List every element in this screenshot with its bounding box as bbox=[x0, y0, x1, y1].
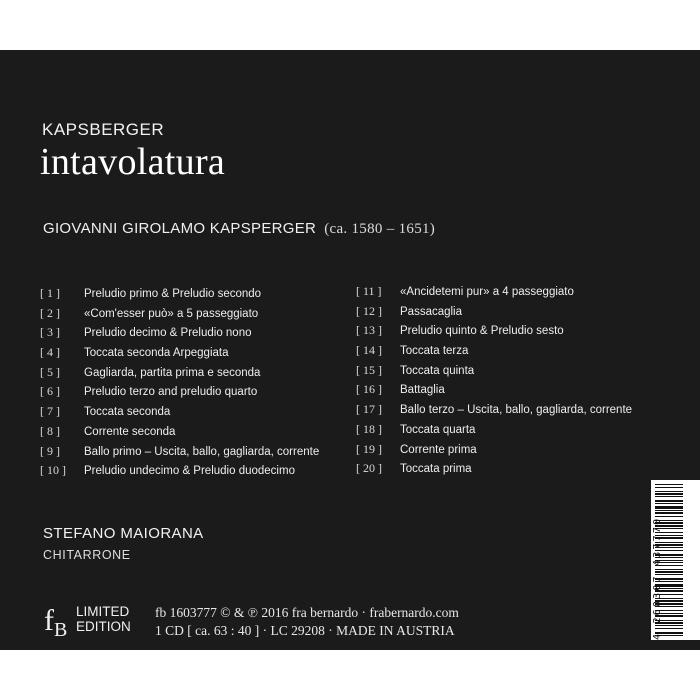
composer-name: GIOVANNI GIROLAMO KAPSPERGER bbox=[43, 220, 317, 237]
edition-line-2: EDITION bbox=[76, 619, 131, 634]
track-item bbox=[356, 440, 632, 460]
track-number: [ 3 ] bbox=[40, 325, 60, 340]
release-info-line-1: fb 1603777 © & ℗ 2016 fra bernardo · frabernardo.com bbox=[155, 605, 459, 620]
track-title: Corrente prima bbox=[400, 443, 477, 456]
track-number: [ 2 ] bbox=[40, 305, 60, 320]
tracklist-right bbox=[356, 282, 632, 479]
track-item bbox=[40, 323, 319, 343]
track-item bbox=[40, 422, 319, 442]
logo-letter-b: B bbox=[54, 619, 68, 640]
track-title: Toccata terza bbox=[400, 345, 469, 358]
track-number: [ 10 ] bbox=[40, 463, 66, 478]
track-item bbox=[356, 282, 632, 302]
track-item bbox=[356, 459, 632, 479]
track-title: Toccata quarta bbox=[400, 423, 476, 436]
track-number: [ 16 ] bbox=[356, 382, 382, 397]
composer-short-name: KAPSBERGER bbox=[42, 120, 165, 139]
track-item bbox=[40, 461, 319, 481]
track-title: Ballo primo – Uscita, ballo, gagliarda, corrente bbox=[84, 445, 320, 458]
album-title: intavolatura bbox=[40, 141, 226, 183]
track-title: «Ancidetemi pur» a 4 passeggiato bbox=[400, 286, 574, 298]
track-title: Preludio undecimo & Preludio duodecimo bbox=[84, 465, 295, 478]
track-title: Toccata seconda Arpeggiata bbox=[84, 347, 229, 360]
performer-instrument: CHITARRONE bbox=[43, 548, 131, 562]
performer-name: STEFANO MAIORANA bbox=[43, 525, 204, 542]
track-title: Toccata prima bbox=[400, 463, 472, 476]
track-number: [ 7 ] bbox=[40, 404, 60, 419]
logo-letter-f: f bbox=[44, 604, 54, 637]
track-title: Preludio primo & Preludio secondo bbox=[84, 288, 262, 300]
track-number: [ 15 ] bbox=[356, 362, 382, 377]
track-item bbox=[40, 343, 319, 363]
track-title: «Com'esser può» a 5 passeggiato bbox=[84, 307, 259, 320]
track-title: Preludio terzo and preludio quarto bbox=[84, 386, 258, 399]
track-item bbox=[40, 382, 319, 402]
composer-dates: (ca. 1580 – 1651) bbox=[324, 221, 436, 237]
track-number: [ 5 ] bbox=[40, 364, 60, 379]
track-number: [ 19 ] bbox=[356, 441, 382, 456]
track-number: [ 6 ] bbox=[40, 384, 60, 399]
track-item bbox=[356, 302, 632, 322]
track-item bbox=[40, 363, 319, 383]
track-number: [ 1 ] bbox=[40, 286, 60, 300]
track-number: [ 14 ] bbox=[356, 343, 382, 358]
composer-full-name bbox=[43, 220, 435, 238]
track-title: Preludio quinto & Preludio sesto bbox=[400, 325, 564, 338]
cd-back-cover bbox=[0, 50, 700, 650]
release-info bbox=[155, 604, 459, 640]
track-item bbox=[40, 284, 319, 304]
limited-edition-label bbox=[76, 604, 131, 634]
edition-line-1: LIMITED bbox=[76, 604, 130, 619]
track-title: Ballo terzo – Uscita, ballo, gagliarda, corrente bbox=[400, 404, 633, 417]
track-number: [ 17 ] bbox=[356, 402, 382, 417]
track-number: [ 18 ] bbox=[356, 421, 382, 436]
track-item bbox=[40, 442, 319, 462]
track-item bbox=[40, 304, 319, 324]
track-item bbox=[356, 321, 632, 341]
release-info-line-2: 1 CD [ ca. 63 : 40 ] · LC 29208 · MADE IN AUSTRIA bbox=[155, 623, 455, 638]
track-number: [ 4 ] bbox=[40, 345, 60, 360]
track-item bbox=[356, 420, 632, 440]
track-title: Gagliarda, partita prima e seconda bbox=[84, 366, 261, 379]
track-number: [ 11 ] bbox=[356, 284, 382, 298]
track-number: [ 20 ] bbox=[356, 461, 382, 476]
track-item bbox=[356, 400, 632, 420]
track-number: [ 12 ] bbox=[356, 303, 382, 318]
label-logo-icon bbox=[42, 600, 72, 640]
track-item bbox=[356, 380, 632, 400]
track-number: [ 8 ] bbox=[40, 423, 60, 438]
track-title: Preludio decimo & Preludio nono bbox=[84, 327, 252, 340]
track-number: [ 9 ] bbox=[40, 443, 60, 458]
track-title: Toccata seconda bbox=[84, 406, 171, 419]
track-number: [ 13 ] bbox=[356, 323, 382, 338]
barcode-digits: 4 260307 437770 bbox=[652, 516, 663, 640]
track-item bbox=[40, 402, 319, 422]
tracklist-left bbox=[40, 284, 319, 481]
track-title: Corrente seconda bbox=[84, 425, 176, 438]
track-title: Toccata quinta bbox=[400, 364, 475, 377]
track-title: Battaglia bbox=[400, 384, 445, 397]
track-title: Passacaglia bbox=[400, 305, 463, 318]
track-item bbox=[356, 341, 632, 361]
track-item bbox=[356, 361, 632, 381]
